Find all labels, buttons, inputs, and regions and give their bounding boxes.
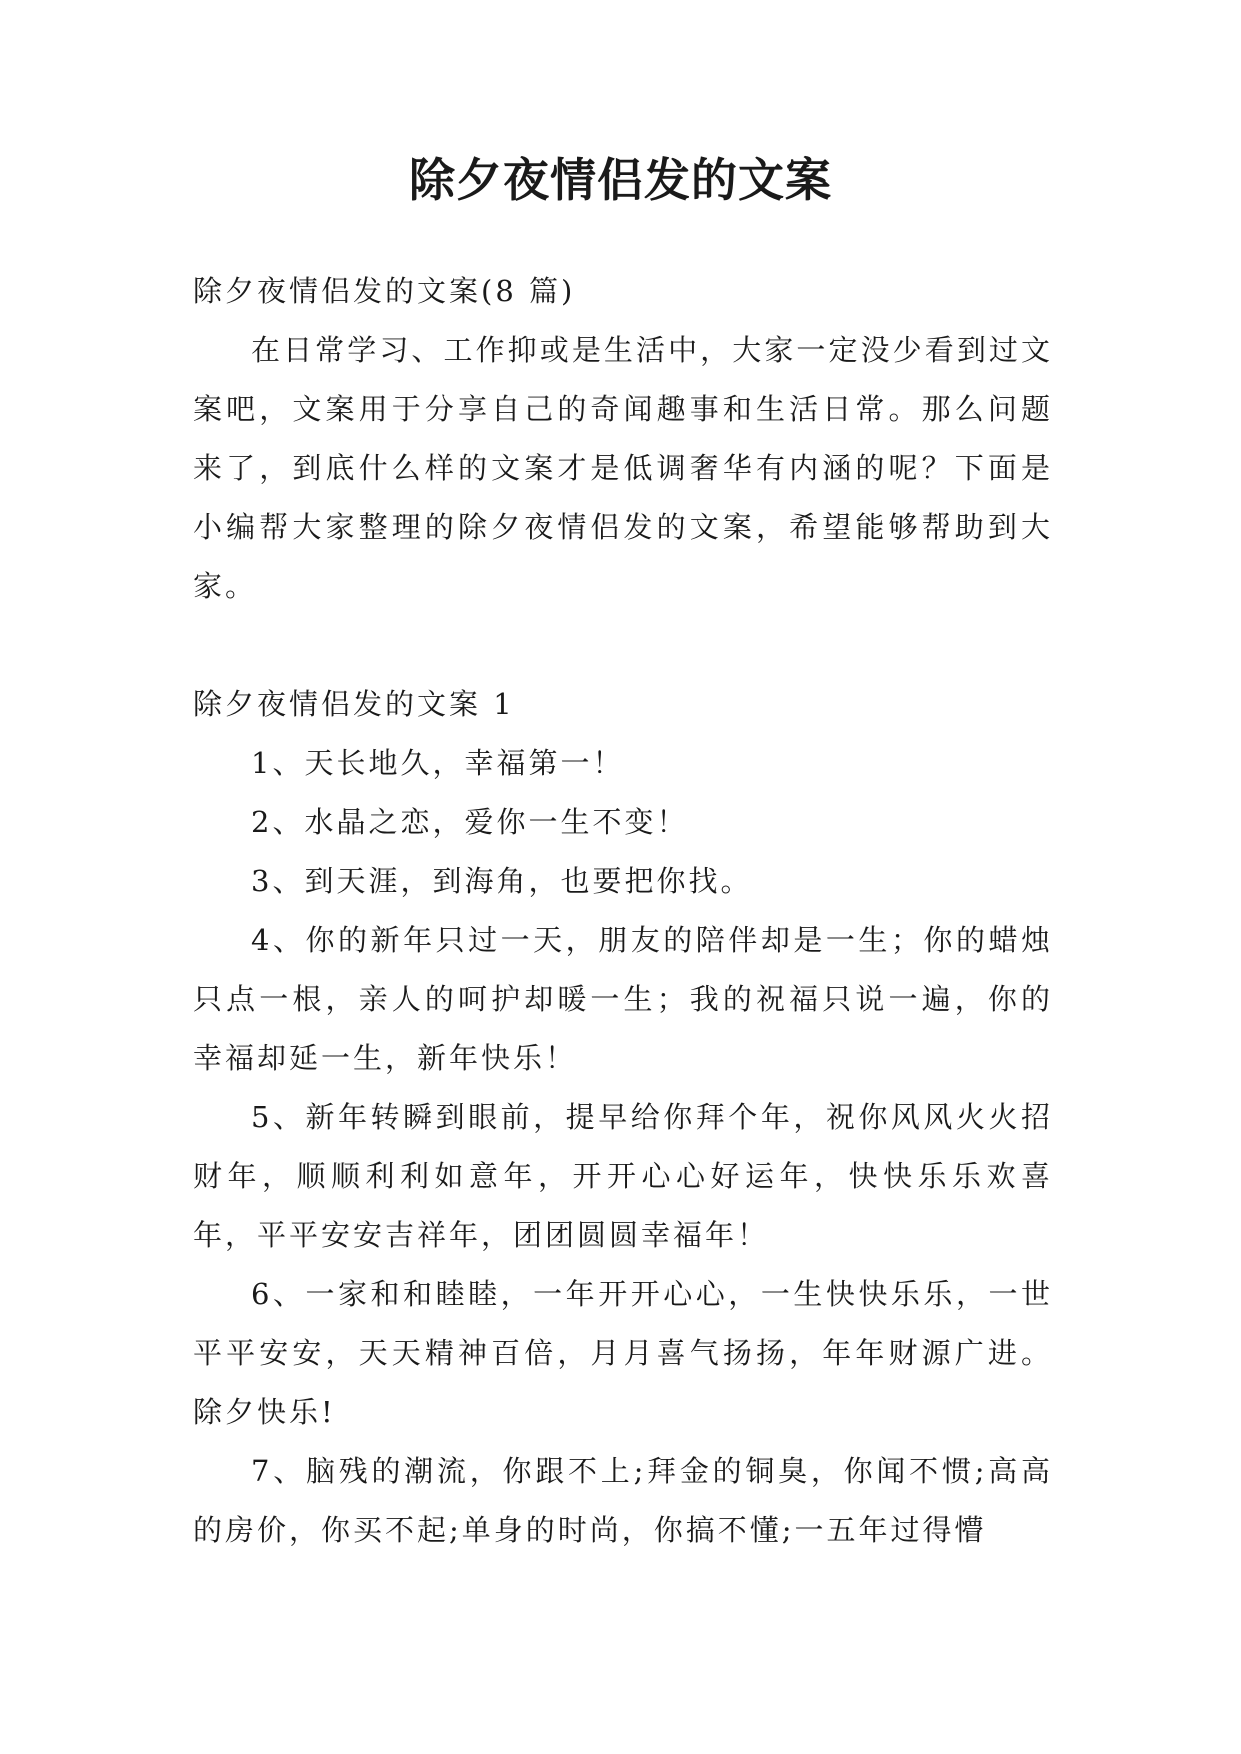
list-item: 1、天长地久，幸福第一！ [251,746,625,780]
list-item: 5、新年转瞬到眼前，提早给你拜个年，祝你风风火火招财年，顺顺利利如意年，开开心心好运年，快快乐乐欢喜年，平平安安吉祥年，团团圆圆幸福年！ [193,1100,1053,1252]
paragraph-gap [193,616,1053,675]
document-body [193,262,1053,1560]
document-title: 除夕夜情侣发的文案 [409,153,832,207]
document-subtitle: 除夕夜情侣发的文案(8 篇) [193,274,576,308]
list-item: 2、水晶之恋，爱你一生不变！ [251,805,689,839]
list-item: 4、你的新年只过一天，朋友的陪伴却是一生；你的蜡烛只点一根，亲人的呵护却暖一生；我的祝福只说一遍，你的幸福却延一生，新年快乐！ [193,923,1053,1075]
list-item: 3、到天涯，到海角，也要把你找。 [251,864,753,898]
list-item: 6、一家和和睦睦，一年开开心心，一生快快乐乐，一世平平安安，天天精神百倍，月月喜气扬扬，年年财源广进。除夕快乐! [193,1277,1053,1429]
list-item: 7、脑残的潮流，你跟不上;拜金的铜臭，你闻不惯;高高的房价，你买不起;单身的时尚，你搞不懂;一五年过得懵 [193,1454,1053,1547]
intro-paragraph: 在日常学习、工作抑或是生活中，大家一定没少看到过文案吧，文案用于分享自己的奇闻趣事和生活日常。那么问题来了，到底什么样的文案才是低调奢华有内涵的呢？下面是小编帮大家整理的除夕夜情侣发的文案，希望能够帮助到大家。 [193,333,1053,603]
section-heading: 除夕夜情侣发的文案 1 [193,687,515,721]
